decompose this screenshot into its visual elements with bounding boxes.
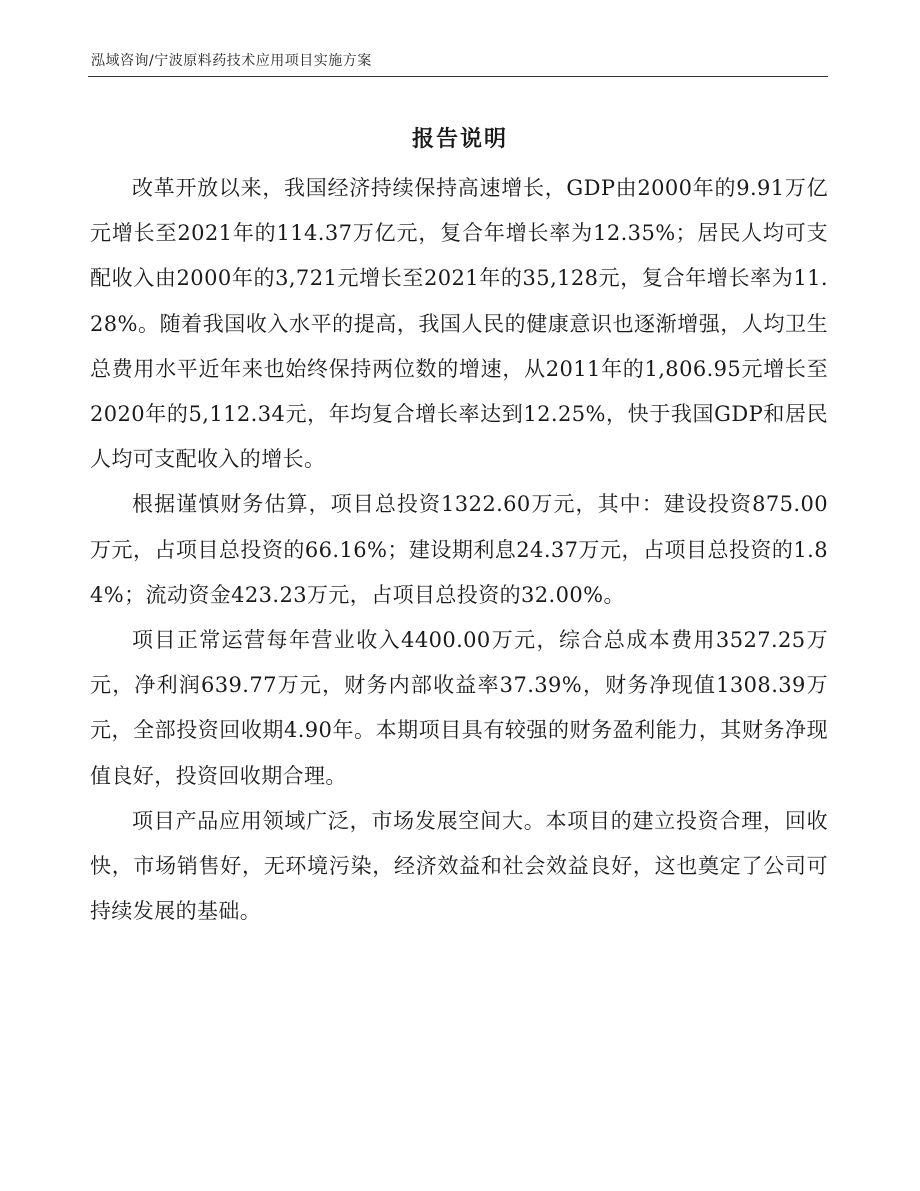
paragraph-economic-background: 改革开放以来，我国经济持续保持高速增长，GDP由2000年的9.91万亿元增长至2021年的114.37万亿元，复合年增长率为12.35%；居民人均可支配收入由2000年的3,721元增长至2021年的35,128元，复合年增长率为11.28%。随着我国收入水平的提高，我国人民的健康意识也逐渐增强，人均卫生总费用水平近年来也始终保持两位数的增速，从2011年的1,806.95元增长至2020年的5,112.34元，年均复合增长率达到12.25%，快于我国GDP和居民人均可支配收入的增长。	[90, 176, 828, 472]
header-rule	[88, 76, 828, 77]
paragraph-conclusion: 项目产品应用领域广泛，市场发展空间大。本项目的建立投资合理，回收快，市场销售好，无环境污染，经济效益和社会效益良好，这也奠定了公司可持续发展的基础。	[90, 808, 828, 924]
running-header: 泓域咨询/宁波原料药技术应用项目实施方案	[91, 53, 372, 69]
section-title: 报告说明	[411, 127, 508, 152]
paragraph-operating-returns: 项目正常运营每年营业收入4400.00万元，综合总成本费用3527.25万元，净利润639.77万元，财务内部收益率37.39%，财务净现值1308.39万元，全部投资回收期4.90年。本期项目具有较强的财务盈利能力，其财务净现值良好，投资回收期合理。	[90, 628, 828, 788]
paragraph-investment-estimate: 根据谨慎财务估算，项目总投资1322.60万元，其中：建设投资875.00万元，占项目总投资的66.16%；建设期利息24.37万元，占项目总投资的1.84%；流动资金423.23万元，占项目总投资的32.00%。	[90, 492, 828, 607]
report-body	[90, 166, 828, 934]
